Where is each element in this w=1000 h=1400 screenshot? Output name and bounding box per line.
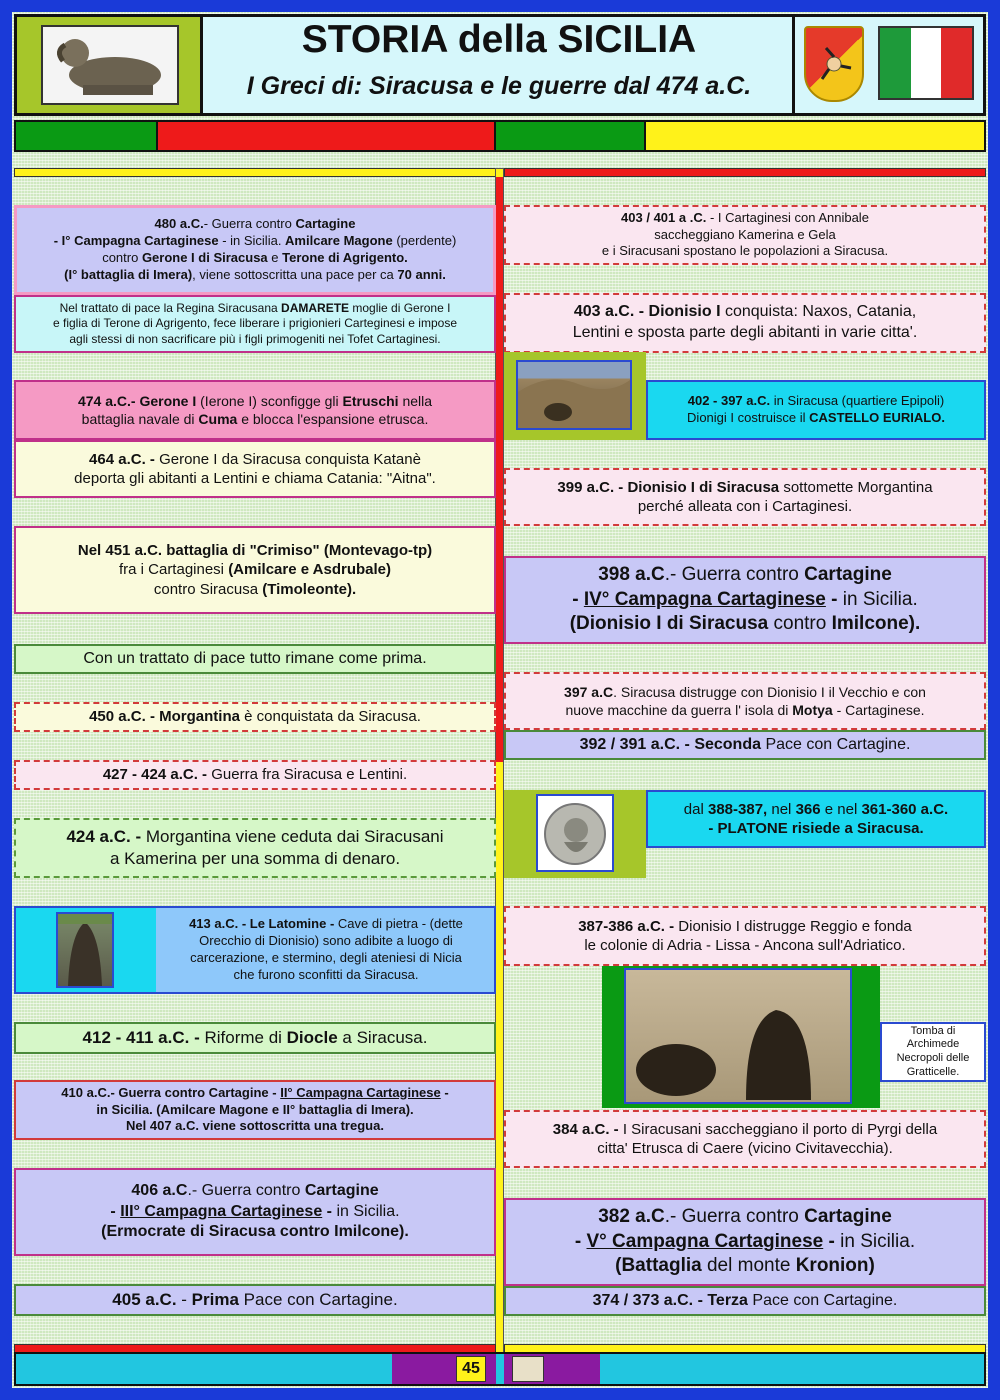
event-474: 474 a.C.- Gerone I (Ierone I) sconfigge gli Etruschi nella battaglia navale di Cuma e blocca l'espansione etrusca. xyxy=(14,380,496,440)
ram-statue-icon xyxy=(17,17,203,113)
right-top-rail xyxy=(504,168,986,177)
latomie-photo-icon xyxy=(16,908,156,992)
event-387-386: 387-386 a.C. - Dionisio I distrugge Reggio e fonda le colonie di Adria - Lissa - Ancona sull'Adriatico. xyxy=(504,906,986,966)
italian-flag-icon xyxy=(878,26,974,100)
event-480: 480 a.C.- Guerra contro Cartagine - I° Campagna Cartaginese - in Sicilia. Amilcare Magone (perdente) contro Gerone I di Siracusa e Terone di Agrigento. (I° battaglia di Imera), viene sottoscritta una pace per ca 70 anni. xyxy=(14,205,496,295)
platone-coin-icon xyxy=(504,790,646,878)
event-398: 398 a.C.- Guerra contro Cartagine - IV° Campagna Cartaginese - in Sicilia. (Dionisio I di Siracusa contro Imilcone). xyxy=(504,556,986,644)
event-397: 397 a.C. Siracusa distrugge con Dionisio I il Vecchio e con nuove macchine da guerra l' isola di Motya - Cartaginese. xyxy=(504,672,986,730)
event-403: 403 a.C. - Dionisio I conquista: Naxos, Catania, Lentini e sposta parte degli abitanti in varie citta'. xyxy=(504,293,986,353)
event-374-373: 374 / 373 a.C. - Terza Pace con Cartagine. xyxy=(504,1286,986,1316)
page-subtitle: I Greci di: Siracusa e le guerre dal 474 a.C. xyxy=(246,72,752,100)
event-464: 464 a.C. - Gerone I da Siracusa conquista Katanè deporta gli abitanti a Lentini e chiama Catania: "Aitna". xyxy=(14,440,496,498)
event-412: 412 - 411 a.C. - Riforme di Diocle a Siracusa. xyxy=(14,1022,496,1054)
page-title: STORIA della SICILIA xyxy=(301,18,697,61)
event-427: 427 - 424 a.C. - Guerra fra Siracusa e Lentini. xyxy=(14,760,496,790)
tomba-photo-icon xyxy=(602,966,880,1108)
event-424: 424 a.C. - Morgantina viene ceduta dai Siracusani a Kamerina per una somma di denaro. xyxy=(14,818,496,878)
tomba-caption: Tomba di Archimede Necropoli delle Gratticelle. xyxy=(880,1022,986,1082)
trinacria-emblem-icon xyxy=(804,26,864,102)
castello-photo-icon xyxy=(504,352,646,440)
event-406: 406 a.C.- Guerra contro Cartagine - III° Campagna Cartaginese - in Sicilia. (Ermocrate di Siracusa contro Imilcone). xyxy=(14,1168,496,1256)
peace-treaty-note: Con un trattato di pace tutto rimane come prima. xyxy=(14,644,496,674)
event-392-391: 392 / 391 a.C. - Seconda Pace con Cartagine. xyxy=(504,730,986,760)
map-thumbnail-icon xyxy=(512,1356,544,1382)
color-band-red xyxy=(156,122,496,150)
event-410: 410 a.C.- Guerra contro Cartagine - II° Campagna Cartaginese - in Sicilia. (Amilcare Magone e II° battaglia di Imera). Nel 407 a.C. viene sottoscritta una tregua. xyxy=(14,1080,496,1140)
footer-band xyxy=(14,1352,986,1386)
event-413: 413 a.C. - Le Latomine - Cave di pietra - (dette Orecchio di Dionisio) sono adibite a luogo di carcerazione, e stermino, degli ateniesi di Nicia che furono sconfitti da Siracusa. xyxy=(189,916,463,982)
event-399: 399 a.C. - Dionisio I di Siracusa sottomette Morgantina perché alleata con i Cartaginesi. xyxy=(504,468,986,526)
page-inner xyxy=(12,12,988,1388)
event-450: 450 a.C. - Morgantina è conquistata da Siracusa. xyxy=(14,702,496,732)
color-band-yellow xyxy=(644,122,984,150)
event-403-401: 403 / 401 a .C. - I Cartaginesi con Annibale saccheggiano Kamerina e Gela e i Siracusani spostano le popolazioni a Siracusa. xyxy=(504,205,986,265)
event-405: 405 a.C. - Prima Pace con Cartagine. xyxy=(14,1284,496,1316)
event-382: 382 a.C.- Guerra contro Cartagine - V° Campagna Cartaginese - in Sicilia. (Battaglia del monte Kronion) xyxy=(504,1198,986,1286)
event-451: Nel 451 a.C. battaglia di "Crimiso" (Montevago-tp) fra i Cartaginesi (Amilcare e Asdrubale) contro Siracusa (Timoleonte). xyxy=(14,526,496,614)
event-platone: dal 388-387, nel 366 e nel 361-360 a.C. - PLATONE risiede a Siracusa. xyxy=(646,790,986,848)
damarete-note: Nel trattato di pace la Regina Siracusana DAMARETE moglie di Gerone I e figlia di Terone di Agrigento, fece liberare i prigionieri Carteginesi e impose agli stessi di non sacrificare più i figli primogeniti nei Tofet Cartaginesi. xyxy=(14,295,496,353)
event-402-397: 402 - 397 a.C. in Siracusa (quartiere Epipoli) Dionigi I costruisce il CASTELLO EURIALO. xyxy=(646,380,986,440)
left-top-rail xyxy=(14,168,496,177)
page-number: 45 xyxy=(456,1356,486,1382)
event-384: 384 a.C. - I Siracusani saccheggiano il porto di Pyrgi della citta' Etrusca di Caere (vicino Civitavecchia). xyxy=(504,1110,986,1168)
central-divider-red xyxy=(496,177,503,762)
header-right-divider xyxy=(792,14,795,116)
